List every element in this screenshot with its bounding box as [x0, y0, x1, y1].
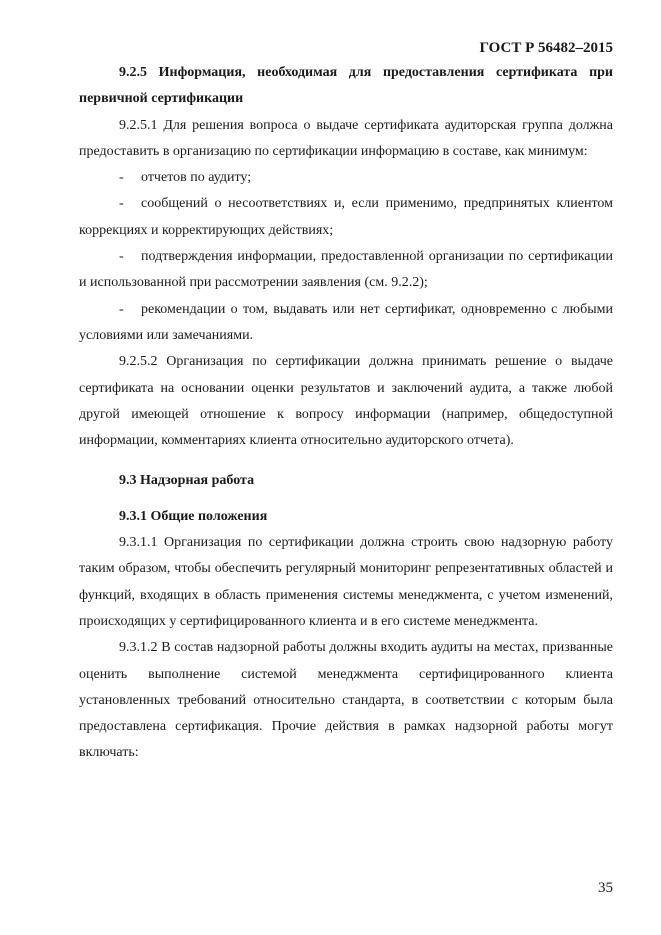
list-item-text: отчетов по аудиту; [141, 170, 252, 186]
list-bullet: - [119, 301, 124, 317]
list-item [79, 297, 613, 350]
section-heading-9-3-1: 9.3.1 Общие положения [119, 508, 268, 524]
paragraph-9-2-5-1: 9.2.5.1 Для решения вопроса о выдаче сертификата аудиторская группа должна предоставить в организацию по сертификации информацию в составе, как минимум: [79, 117, 613, 159]
list-item-text: сообщений о несоответствиях и, если применимо, предпринятых клиентом коррекциях и корректирующих действиях; [79, 196, 613, 238]
list-bullet: - [119, 249, 124, 265]
paragraph-9-2-5-2: 9.2.5.2 Организация по сертификации должна принимать решение о выдаче сертификата на основании оценки результатов и заключений аудита, а также любой другой имеющей отношение к вопросу информации (например, общедоступной информации, комментариях клиента относительно аудиторского отчета). [79, 354, 613, 449]
paragraph-9-3-1-1: 9.3.1.1 Организация по сертификации должна строить свою надзорную работу таким образом, чтобы обеспечить регулярный мониторинг репрезентативных областей и функций, входящих в область применения системы менеджмента, с учетом изменений, происходящих у сертифицированного клиента и в его системе менеджмента. [79, 535, 613, 629]
page-number: 35 [598, 880, 613, 896]
list-item-text: подтверждения информации, предоставленной организации по сертификации и использованной при рассмотрении заявления (см. 9.2.2); [79, 249, 613, 291]
document-header: ГОСТ Р 56482–2015 [479, 40, 613, 56]
list-item [79, 191, 613, 244]
list-bullet: - [119, 170, 124, 186]
paragraph-9-3-1-2: 9.3.1.2 В состав надзорной работы должны входить аудиты на местах, призванные оценить выполнение системой менеджмента сертифицированного клиента установленных требований относительно стандарта, в соответствии с которым была предоставлена сертификация. Прочие действия в рамках надзорной работы могут включать: [79, 640, 613, 761]
page-body [79, 60, 613, 767]
section-heading-9-3: 9.3 Надзорная работа [119, 473, 255, 489]
list-item [79, 165, 613, 191]
list-item-text: рекомендации о том, выдавать или нет сертификат, одновременно с любыми условиями или замечаниями. [79, 301, 613, 343]
list-bullet: - [119, 196, 124, 212]
section-heading-9-2-5: 9.2.5 Информация, необходимая для предоставления сертификата при первичной сертификации [79, 65, 613, 107]
list-item [79, 244, 613, 297]
